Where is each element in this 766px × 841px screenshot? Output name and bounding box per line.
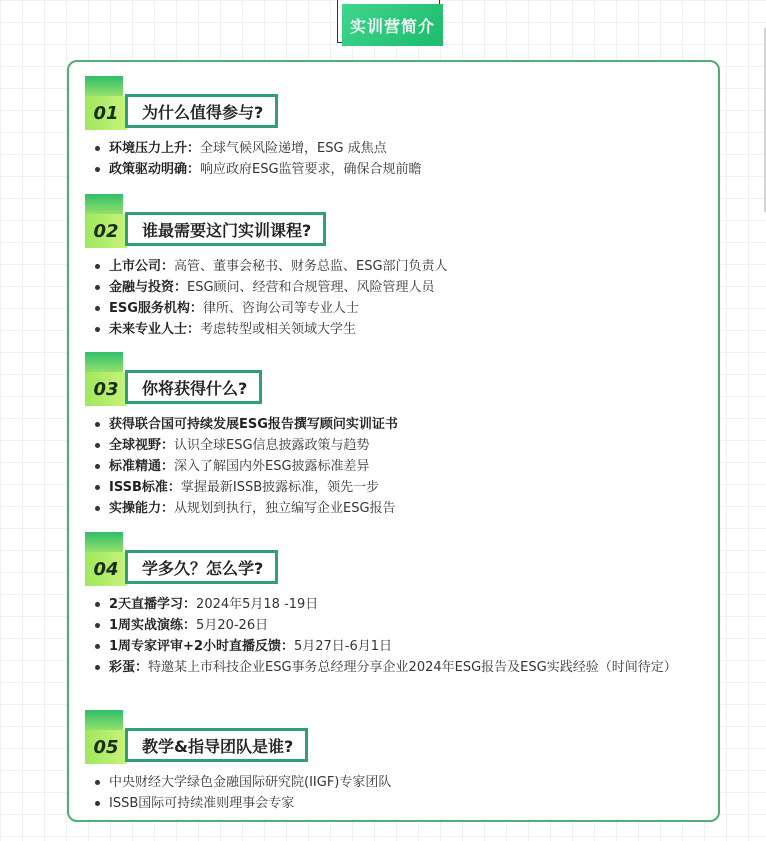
intro-card (67, 60, 720, 822)
section-number: 01 (85, 96, 127, 130)
bullet-icon (95, 506, 100, 511)
section-number: 03 (85, 372, 127, 406)
bullet-icon (95, 264, 100, 269)
page-title-block (337, 0, 443, 44)
section-title: 你将获得什么? (125, 370, 262, 404)
bullet-icon (95, 780, 100, 785)
section-list (95, 138, 695, 180)
list-item: 政策驱动明确：响应政府ESG监管要求，确保合规前瞻 (95, 159, 695, 180)
list-item: ISSB国际可持续准则理事会专家 (95, 793, 695, 814)
list-item: 获得联合国可持续发展ESG报告撰写顾问实训证书 (95, 414, 695, 435)
bullet-icon (95, 665, 100, 670)
list-item: 金融与投资：ESG顾问、经营和合规管理、风险管理人员 (95, 277, 695, 298)
section-title: 为什么值得参与? (125, 94, 278, 128)
bullet-icon (95, 306, 100, 311)
bullet-icon (95, 327, 100, 332)
list-item: 未来专业人士：考虑转型或相关领域大学生 (95, 319, 695, 340)
section-title: 教学&指导团队是谁? (125, 728, 308, 762)
list-item: ISSB标准：掌握最新ISSB披露标准，领先一步 (95, 477, 695, 498)
list-item: 2天直播学习：2024年5月18 -19日 (95, 594, 695, 615)
section-list (95, 772, 695, 814)
list-item: 全球视野：认识全球ESG信息披露政策与趋势 (95, 435, 695, 456)
section-number: 05 (85, 730, 127, 764)
list-item: 上市公司：高管、董事会秘书、财务总监、ESG部门负责人 (95, 256, 695, 277)
page-title: 实训营简介 (342, 4, 443, 46)
list-item: 实操能力：从规划到执行，独立编写企业ESG报告 (95, 498, 695, 519)
bullet-icon (95, 443, 100, 448)
section-list (95, 414, 695, 519)
list-item: 1周专家评审+2小时直播反馈：5月27日-6月1日 (95, 636, 695, 657)
section-number: 02 (85, 214, 127, 248)
bullet-icon (95, 146, 100, 151)
section-list (95, 594, 695, 678)
bullet-icon (95, 464, 100, 469)
bullet-icon (95, 167, 100, 172)
list-item: ESG服务机构：律所、咨询公司等专业人士 (95, 298, 695, 319)
bullet-icon (95, 285, 100, 290)
section-number: 04 (85, 552, 127, 586)
bullet-icon (95, 801, 100, 806)
section-title: 谁最需要这门实训课程? (125, 212, 326, 246)
section-list (95, 256, 695, 340)
bullet-icon (95, 623, 100, 628)
list-item: 环境压力上升：全球气候风险递增，ESG 成焦点 (95, 138, 695, 159)
bullet-icon (95, 485, 100, 490)
list-item: 彩蛋：特邀某上市科技企业ESG事务总经理分享企业2024年ESG报告及ESG实践经验（时间待定） (95, 657, 695, 678)
list-item: 标准精通：深入了解国内外ESG披露标准差异 (95, 456, 695, 477)
bullet-icon (95, 644, 100, 649)
list-item: 1周实战演练：5月20-26日 (95, 615, 695, 636)
list-item: 中央财经大学绿色金融国际研究院(IIGF)专家团队 (95, 772, 695, 793)
section-title: 学多久？怎么学? (125, 550, 278, 584)
bullet-icon (95, 602, 100, 607)
bullet-icon (95, 422, 100, 427)
